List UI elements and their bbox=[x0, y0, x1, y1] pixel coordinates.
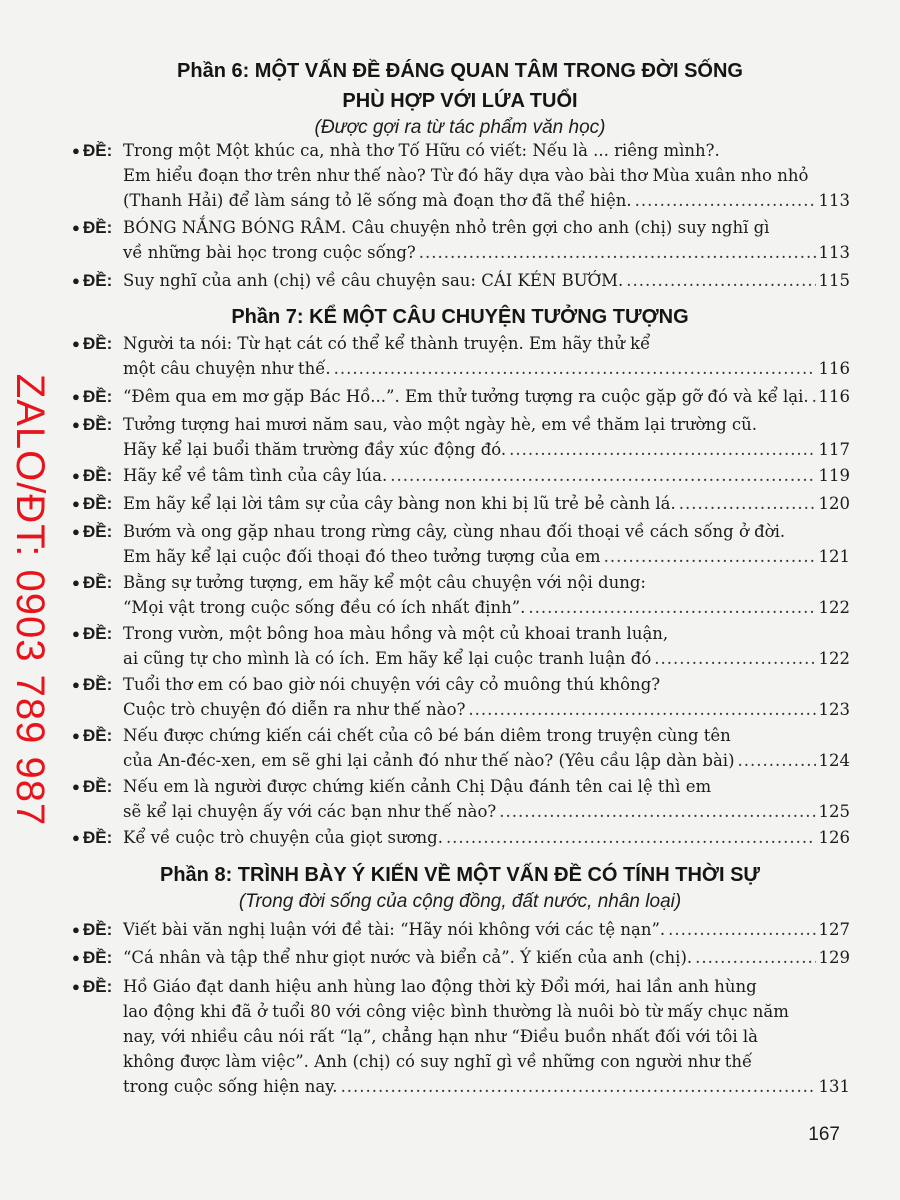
dot-leader bbox=[668, 917, 815, 942]
entry-text-line: “Mọi vật trong cuộc sống đều có ích nhất định”. bbox=[123, 598, 526, 617]
section-heading-8 bbox=[60, 860, 860, 890]
entry-text-line: “Cá nhân và tập thể như giọt nước và biển cả”. Ý kiến của anh (chị). bbox=[123, 948, 693, 967]
bullet-icon: ● bbox=[72, 626, 80, 641]
bullet-icon: ● bbox=[72, 273, 80, 288]
dot-leader bbox=[341, 1074, 816, 1099]
entry-label: ĐỀ: bbox=[83, 828, 113, 847]
entry-text-line: Em hãy kể lại lời tâm sự của cây bàng non khi bị lũ trẻ bẻ cành lá. bbox=[123, 494, 676, 513]
entry-label: ĐỀ: bbox=[83, 624, 113, 643]
entry-text-line: Hồ Giáo đạt danh hiệu anh hùng lao động thời kỳ Đổi mới, hai lần anh hùng bbox=[123, 977, 757, 996]
bullet-icon: ● bbox=[72, 830, 80, 845]
entry-text-line: (Thanh Hải) để làm sáng tỏ lẽ sống mà đoạn thơ đã thể hiện. bbox=[123, 191, 632, 210]
entry-label: ĐỀ: bbox=[83, 675, 113, 694]
entry-page-number: 121 bbox=[818, 547, 850, 566]
entry-text-line: về những bài học trong cuộc sống? bbox=[123, 243, 416, 262]
dot-leader bbox=[499, 799, 815, 824]
bullet-icon: ● bbox=[72, 524, 80, 539]
entry-page-number: 123 bbox=[818, 700, 850, 719]
entry-text-line: Bướm và ong gặp nhau trong rừng cây, cùng nhau đối thoại về cách sống ở đời. bbox=[123, 522, 786, 541]
entry-page-number: 116 bbox=[818, 387, 850, 406]
entry-text-line: Em hiểu đoạn thơ trên như thế nào? Từ đó hãy dựa vào bài thơ Mùa xuân nho nhỏ bbox=[123, 166, 809, 185]
entry-text-line: không được làm việc”. Anh (chị) có suy nghĩ gì về những con người như thế bbox=[123, 1052, 753, 1071]
bullet-icon: ● bbox=[72, 417, 80, 432]
bullet-icon: ● bbox=[72, 677, 80, 692]
section-subheading-6: (Được gợi ra từ tác phẩm văn học) bbox=[314, 117, 606, 138]
entry-text-line: Kể về cuộc trò chuyện của giọt sương. bbox=[123, 828, 443, 847]
entry-label: ĐỀ: bbox=[83, 415, 113, 434]
entry-page-number: 122 bbox=[818, 649, 850, 668]
entry-page-number: 124 bbox=[818, 751, 850, 770]
bullet-icon: ● bbox=[72, 143, 80, 158]
entry-text-line: Suy nghĩ của anh (chị) về câu chuyện sau: CÁI KÉN BƯỚM. bbox=[123, 271, 624, 290]
entry-text-line: BÓNG NẮNG BÓNG RÂM. Câu chuyện nhỏ trên gợi cho anh (chị) suy nghĩ gì bbox=[123, 218, 770, 237]
dot-leader bbox=[604, 544, 816, 569]
entry-text-line: Trong một Một khúc ca, nhà thơ Tố Hữu có viết: Nếu là ... riêng mình?. bbox=[123, 141, 720, 160]
page-number: 167 bbox=[808, 1124, 840, 1145]
entry-label: ĐỀ: bbox=[83, 948, 113, 967]
dot-leader bbox=[390, 463, 815, 488]
entry-label: ĐỀ: bbox=[83, 141, 113, 160]
section-subheading-8: (Trong đời sống của cộng đồng, đất nước, nhân loại) bbox=[238, 891, 682, 912]
entry-label: ĐỀ: bbox=[83, 726, 113, 745]
dot-leader bbox=[468, 697, 815, 722]
section-heading-line: Phần 8: TRÌNH BÀY Ý KIẾN VỀ MỘT VẤN ĐỀ CÓ TÍNH THỜI SỰ bbox=[160, 864, 760, 886]
entry-text-line: nay, với nhiều câu nói rất “lạ”, chẳng hạn như “Điều buồn nhất đối với tôi là bbox=[123, 1027, 759, 1046]
entry-label: ĐỀ: bbox=[83, 777, 113, 796]
bullet-icon: ● bbox=[72, 220, 80, 235]
entry-page-number: 116 bbox=[818, 359, 850, 378]
dot-leader bbox=[334, 356, 816, 381]
entry-page-number: 120 bbox=[818, 494, 850, 513]
entry-text-line: Tưởng tượng hai mươi năm sau, vào một ngày hè, em về thăm lại trường cũ. bbox=[123, 415, 758, 434]
bullet-icon: ● bbox=[72, 979, 80, 994]
entry-text-line: trong cuộc sống hiện nay. bbox=[123, 1077, 338, 1096]
entry-page-number: 119 bbox=[818, 466, 850, 485]
entry-text-line: Em hãy kể lại cuộc đối thoại đó theo tưởng tượng của em bbox=[123, 547, 601, 566]
entry-text-line: Hãy kể lại buổi thăm trường đầy xúc động đó. bbox=[123, 440, 507, 459]
entry-label: ĐỀ: bbox=[83, 466, 113, 485]
entry-text-line: Bằng sự tưởng tượng, em hãy kể một câu chuyện với nội dung: bbox=[123, 573, 646, 592]
entry-page-number: 113 bbox=[818, 243, 850, 262]
entry-text-line: sẽ kể lại chuyện ấy với các bạn như thế nào? bbox=[123, 802, 497, 821]
dot-leader bbox=[738, 748, 816, 773]
section-heading-6 bbox=[60, 56, 860, 116]
entry-page-number: 117 bbox=[818, 440, 850, 459]
dot-leader bbox=[635, 188, 816, 213]
dot-leader bbox=[695, 945, 815, 970]
bullet-icon: ● bbox=[72, 922, 80, 937]
entry-page-number: 125 bbox=[818, 802, 850, 821]
dot-leader bbox=[528, 595, 815, 620]
dot-leader bbox=[812, 384, 816, 409]
bullet-icon: ● bbox=[72, 779, 80, 794]
entry-page-number: 129 bbox=[818, 948, 850, 967]
entry-label: ĐỀ: bbox=[83, 920, 113, 939]
bullet-icon: ● bbox=[72, 468, 80, 483]
entry-text-line: Cuộc trò chuyện đó diễn ra như thế nào? bbox=[123, 700, 466, 719]
section-heading-line: Phần 7: KỂ MỘT CÂU CHUYỆN TƯỞNG TƯỢNG bbox=[231, 306, 689, 328]
entry-page-number: 131 bbox=[818, 1077, 850, 1096]
phone-watermark: ZALO/ĐT: 0903 789 987 bbox=[8, 373, 52, 827]
bullet-icon: ● bbox=[72, 389, 80, 404]
entry-page-number: 122 bbox=[818, 598, 850, 617]
dot-leader bbox=[419, 240, 816, 265]
entry-text-line: Hãy kể về tâm tình của cây lúa. bbox=[123, 466, 388, 485]
entry-label: ĐỀ: bbox=[83, 977, 113, 996]
bullet-icon: ● bbox=[72, 575, 80, 590]
dot-leader bbox=[446, 825, 816, 850]
section-heading-line: PHÙ HỢP VỚI LỨA TUỔI bbox=[342, 90, 578, 112]
entry-text-line: ai cũng tự cho mình là có ích. Em hãy kể lại cuộc tranh luận đó bbox=[123, 649, 652, 668]
bullet-icon: ● bbox=[72, 950, 80, 965]
entry-label: ĐỀ: bbox=[83, 334, 113, 353]
entry-label: ĐỀ: bbox=[83, 494, 113, 513]
entry-page-number: 127 bbox=[818, 920, 850, 939]
entry-text-line: lao động khi đã ở tuổi 80 với công việc bình thường là nuôi bò từ mấy chục năm bbox=[123, 1002, 789, 1021]
bullet-icon: ● bbox=[72, 336, 80, 351]
entry-label: ĐỀ: bbox=[83, 271, 113, 290]
entry-text-line: của An-đéc-xen, em sẽ ghi lại cảnh đó như thế nào? (Yêu cầu lập dàn bài) bbox=[123, 751, 735, 770]
section-heading-line: Phần 6: MỘT VẤN ĐỀ ĐÁNG QUAN TÂM TRONG ĐỜI SỐNG bbox=[177, 60, 743, 82]
entry-text-line: Nếu em là người được chứng kiến cảnh Chị Dậu đánh tên cai lệ thì em bbox=[123, 777, 712, 796]
bullet-icon: ● bbox=[72, 496, 80, 511]
entry-text-line: Người ta nói: Từ hạt cát có thể kể thành truyện. Em hãy thử kể bbox=[123, 334, 651, 353]
entry-text-line: Trong vườn, một bông hoa màu hồng và một củ khoai tranh luận, bbox=[123, 624, 669, 643]
entry-label: ĐỀ: bbox=[83, 522, 113, 541]
entry-page-number: 115 bbox=[818, 271, 850, 290]
entry-label: ĐỀ: bbox=[83, 218, 113, 237]
entry-text-line: Viết bài văn nghị luận với đề tài: “Hãy nói không với các tệ nạn”. bbox=[123, 920, 666, 939]
entry-text-line: một câu chuyện như thế. bbox=[123, 359, 331, 378]
dot-leader bbox=[626, 268, 815, 293]
entry-text-line: Tuổi thơ em có bao giờ nói chuyện với cây cỏ muông thú không? bbox=[123, 675, 661, 694]
dot-leader bbox=[679, 491, 816, 516]
entry-label: ĐỀ: bbox=[83, 387, 113, 406]
entry-text-line: “Đêm qua em mơ gặp Bác Hồ...”. Em thử tưởng tượng ra cuộc gặp gỡ đó và kể lại. bbox=[123, 387, 809, 406]
dot-leader bbox=[654, 646, 815, 671]
entry-label: ĐỀ: bbox=[83, 573, 113, 592]
section-heading-7 bbox=[60, 302, 860, 332]
dot-leader bbox=[509, 437, 815, 462]
bullet-icon: ● bbox=[72, 728, 80, 743]
entry-page-number: 126 bbox=[818, 828, 850, 847]
entry-text-line: Nếu được chứng kiến cái chết của cô bé bán diêm trong truyện cùng tên bbox=[123, 726, 731, 745]
entry-page-number: 113 bbox=[818, 191, 850, 210]
